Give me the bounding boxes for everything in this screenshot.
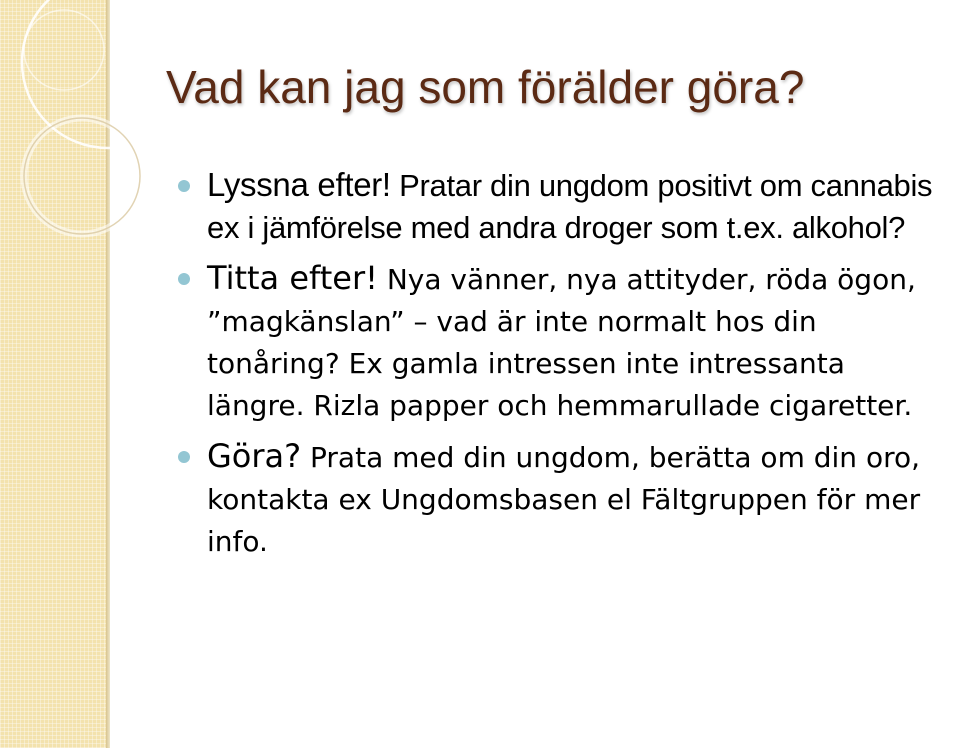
bullet-dot-icon bbox=[178, 273, 190, 285]
bullet-lead: Titta efter! bbox=[207, 259, 378, 297]
slide-title: Vad kan jag som förälder göra? bbox=[166, 61, 805, 113]
decorative-circles-graphic bbox=[0, 0, 200, 260]
bullet-item-act bbox=[178, 435, 948, 563]
bullet-text: Nya vänner, nya attityder, röda ögon, ”magkänslan” – vad är inte normalt hos din tonåring? Ex gamla intressen inte intressanta längre. Rizla papper och hemmarullade cigaretter. bbox=[207, 263, 916, 422]
bullet-item-listen bbox=[178, 164, 948, 249]
bullet-item-watch bbox=[178, 257, 948, 427]
bullet-list bbox=[178, 164, 948, 571]
bullet-text: Prata med din ungdom, berätta om din oro, kontakta ex Ungdomsbasen el Fältgruppen för mer info. bbox=[207, 441, 921, 558]
bullet-dot-icon bbox=[178, 180, 190, 192]
bullet-text: Pratar din ungdom positivt om cannabis ex i jämförelse med andra droger som t.ex. alkohol? bbox=[207, 168, 933, 245]
bullet-lead: Lyssna efter! bbox=[207, 166, 391, 203]
bullet-dot-icon bbox=[178, 451, 190, 463]
bullet-lead: Göra? bbox=[207, 437, 302, 475]
